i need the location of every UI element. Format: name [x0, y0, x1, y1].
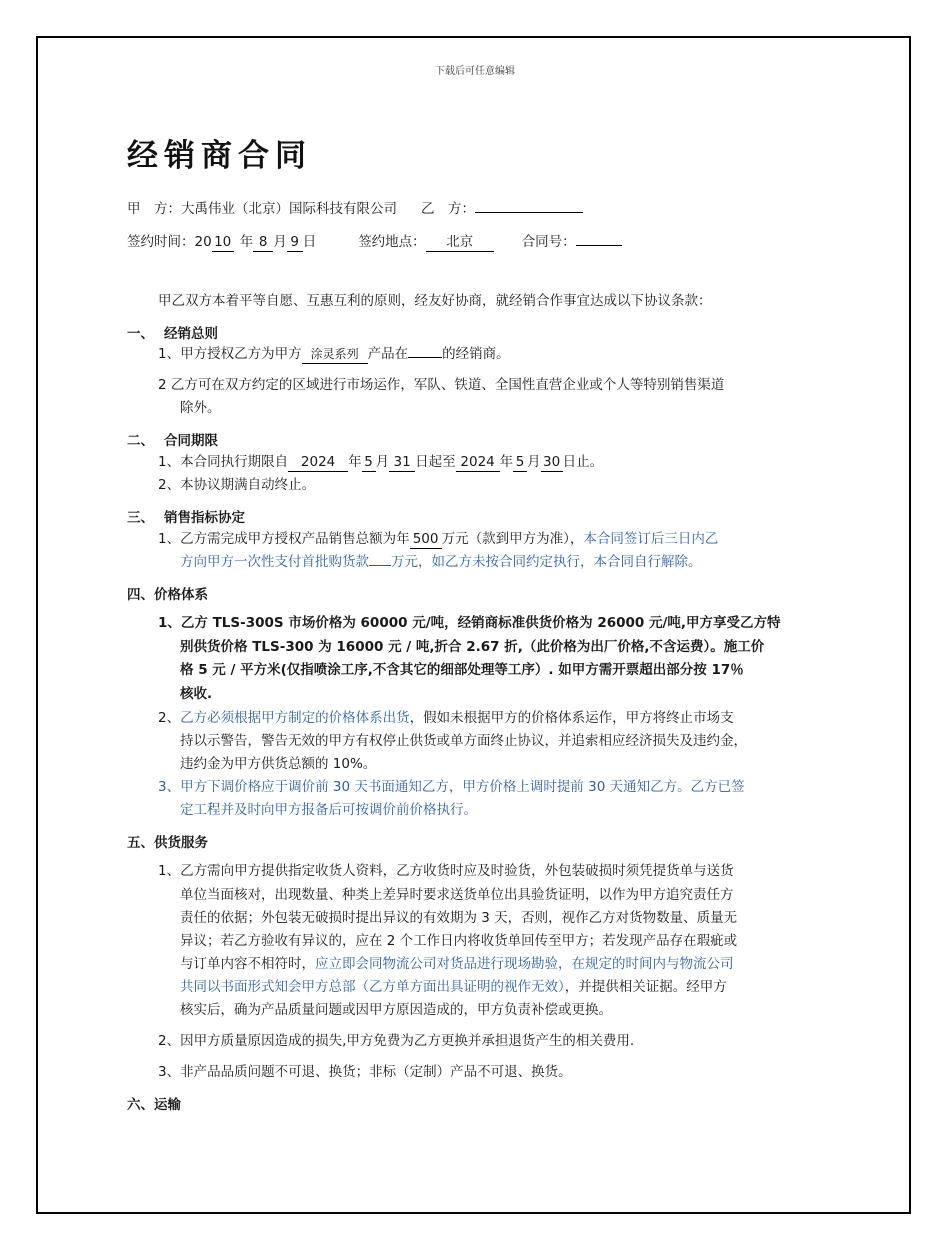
- sales-amount: 500: [410, 531, 442, 549]
- section-number: 四、: [127, 587, 154, 603]
- section-title: 经销总则: [164, 326, 218, 342]
- section-3-heading: [127, 506, 245, 526]
- sign-place-label: 签约地点：: [358, 234, 426, 250]
- party-a-label: 甲 方：: [127, 201, 181, 217]
- start-month: 5: [362, 454, 376, 472]
- text: ，假如未根据甲方的价格体系运作，甲方将终止市场支: [409, 710, 734, 726]
- year-char: 年: [239, 234, 254, 250]
- s4-item-2-line-3: 违约金为甲方供货总额的 10%。: [180, 756, 377, 772]
- section-title: 合同期限: [164, 433, 218, 449]
- text: 日起至: [415, 454, 456, 470]
- section-4-heading: [127, 583, 208, 603]
- start-year: 2024: [288, 454, 348, 472]
- text: 产品在: [367, 346, 409, 362]
- sign-place: 北京: [426, 234, 494, 252]
- year-char: 年: [499, 454, 514, 470]
- sign-month: 8: [253, 234, 273, 252]
- s5-item-1-line-2: 单位当面核对，出现数量、种类上差异时要求送货单位出具验货证明，以作为甲方追究责任方: [180, 887, 734, 903]
- section-number: 三、: [127, 510, 154, 526]
- text: 1、乙方需完成甲方授权产品销售总额为年: [158, 531, 410, 547]
- s5-item-1-line-3: 责任的依据；外包装无破损时提出异议的有效期为 3 天，否则，视作乙方对货物数量、质量无: [180, 910, 738, 926]
- text: 与订单内容不相符时，: [180, 956, 315, 972]
- month-char: 月: [375, 454, 390, 470]
- s4-item-2-line-2: 持以示警告，警告无效的甲方有权停止供货或单方面终止协议，并追索相应经济损失及违约金，: [180, 733, 747, 749]
- sign-year-prefix: 20: [194, 234, 212, 250]
- section-6-heading: [127, 1093, 181, 1113]
- sign-day: 9: [287, 234, 303, 252]
- blue-text: 应立即会同物流公司对货品进行现场勘验，在规定的时间内与物流公司: [315, 956, 734, 972]
- section-number: 六、: [127, 1097, 154, 1113]
- intro-paragraph: 甲乙双方本着平等自愿、互惠互利的原则，经友好协商，就经销合作事宜达成以下协议条款：: [158, 293, 712, 309]
- party-b-value: [475, 212, 583, 213]
- signing-line: [127, 231, 622, 254]
- s4-item-1-line-4: 核收.: [180, 686, 213, 702]
- month-char: 月: [273, 234, 287, 250]
- section-number: 五、: [127, 835, 154, 851]
- s2-item-1: [158, 451, 603, 474]
- s5-item-1-line-5: [180, 953, 734, 976]
- section-1-heading: [127, 322, 218, 342]
- s4-item-3-line-2: 定工程并及时向甲方报备后可按调价前价格执行。: [180, 802, 477, 818]
- text: 万元，如乙方未按合同约定执行，本合同自行解除。: [391, 554, 702, 570]
- day-char: 日: [302, 234, 317, 250]
- s5-item-1-line-4: 异议；若乙方验收有异议的，应在 2 个工作日内将收货单回传至甲方；若发现产品存在瑕疵或: [180, 933, 738, 949]
- section-number: 一、: [127, 326, 154, 342]
- end-year: 2024: [456, 454, 500, 472]
- end-day: 30: [541, 454, 563, 472]
- section-number: 二、: [127, 433, 154, 449]
- section-title: 运输: [154, 1097, 181, 1113]
- text: 万元（款到甲方为准），: [441, 531, 584, 547]
- party-b-label: 乙 方：: [421, 201, 475, 217]
- contract-no-label: 合同号：: [521, 234, 576, 250]
- s4-item-1-line-2: 别供货价格 TLS-300 为 16000 元 / 吨,折合 2.67 折,（此价格为出厂价格,不含运费）。施工价: [180, 639, 765, 655]
- s4-item-3-line-1: 3、甲方下调价格应于调价前 30 天书面通知乙方，甲方价格上调时提前 30 天通知乙方。乙方已签: [158, 779, 745, 795]
- month-char: 月: [527, 454, 541, 470]
- text: 1、甲方授权乙方为甲方: [158, 346, 302, 362]
- blue-text: 共同以书面形式知会甲方总部（乙方单方面出具证明的视作无效）: [180, 979, 565, 995]
- end-month: 5: [513, 454, 527, 472]
- section-2-heading: [127, 429, 218, 449]
- s5-item-1-line-1: 1、乙方需向甲方提供指定收货人资料，乙方收货时应及时验货，外包装破损时须凭提货单与送货: [158, 863, 734, 879]
- s2-item-2: 2、本协议期满自动终止。: [158, 477, 316, 493]
- parties-line: [127, 198, 583, 221]
- product-field: 涂灵系列: [302, 346, 368, 364]
- section-title: 价格体系: [154, 587, 208, 603]
- s1-item-2-line-1: 2 乙方可在双方约定的区域进行市场运作，军队、铁道、全国性直营企业或个人等特别销售渠道: [158, 377, 725, 393]
- contract-no: [576, 245, 622, 246]
- section-title: 供货服务: [154, 835, 208, 851]
- text: 日止。: [562, 454, 604, 470]
- area-field: [408, 357, 442, 358]
- s4-item-1-line-3: 格 5 元 / 平方米(仅指喷涂工序,不含其它的细部处理等工序）. 如甲方需开票超出部分按 17％: [180, 662, 744, 678]
- s5-item-1-line-6: [180, 976, 727, 999]
- party-a-value: 大禹伟业（北京）国际科技有限公司: [181, 201, 397, 217]
- blue-text: 乙方必须根据甲方制定的价格体系出货: [180, 710, 410, 726]
- section-5-heading: [127, 831, 208, 851]
- s4-item-2-line-1: [158, 707, 734, 730]
- s4-item-1-line-1: 1、乙方 TLS-300S 市场价格为 60000 元/吨，经销商标准供货价格为 26000 元/吨,甲方享受乙方特: [158, 615, 781, 631]
- s5-item-3: 3、非产品品质问题不可退、换货；非标（定制）产品不可退、换货。: [158, 1064, 572, 1080]
- s5-item-2: 2、因甲方质量原因造成的损失,甲方免费为乙方更换并承担退货产生的相关费用.: [158, 1033, 635, 1049]
- sign-time-label: 签约时间：: [127, 234, 195, 250]
- s5-item-1-line-7: 核实后，确为产品质量问题或因甲方原因造成的，甲方负责补偿或更换。: [180, 1002, 612, 1018]
- first-payment: [369, 565, 391, 566]
- text: 方向甲方一次性支付首批购货款: [180, 554, 369, 570]
- s1-item-2-line-2: 除外。: [180, 400, 221, 416]
- blue-text: 本合同签订后三日内乙: [583, 531, 719, 547]
- start-day: 31: [389, 454, 415, 472]
- text: ，并提供相关证据。经甲方: [564, 979, 727, 995]
- text: 1、本合同执行期限自: [158, 454, 289, 470]
- text: 的经销商。: [442, 346, 510, 362]
- text: 2、: [158, 710, 181, 726]
- sign-year-suffix: 10: [212, 234, 234, 252]
- s3-item-1-line-1: [158, 528, 718, 551]
- s1-item-1: [158, 343, 510, 366]
- contract-title: 经销商合同: [127, 138, 312, 174]
- year-char: 年: [348, 454, 362, 470]
- header-note: 下载后可任意编辑: [435, 66, 515, 77]
- s3-item-1-line-2: [180, 551, 702, 574]
- section-title: 销售指标协定: [164, 510, 245, 526]
